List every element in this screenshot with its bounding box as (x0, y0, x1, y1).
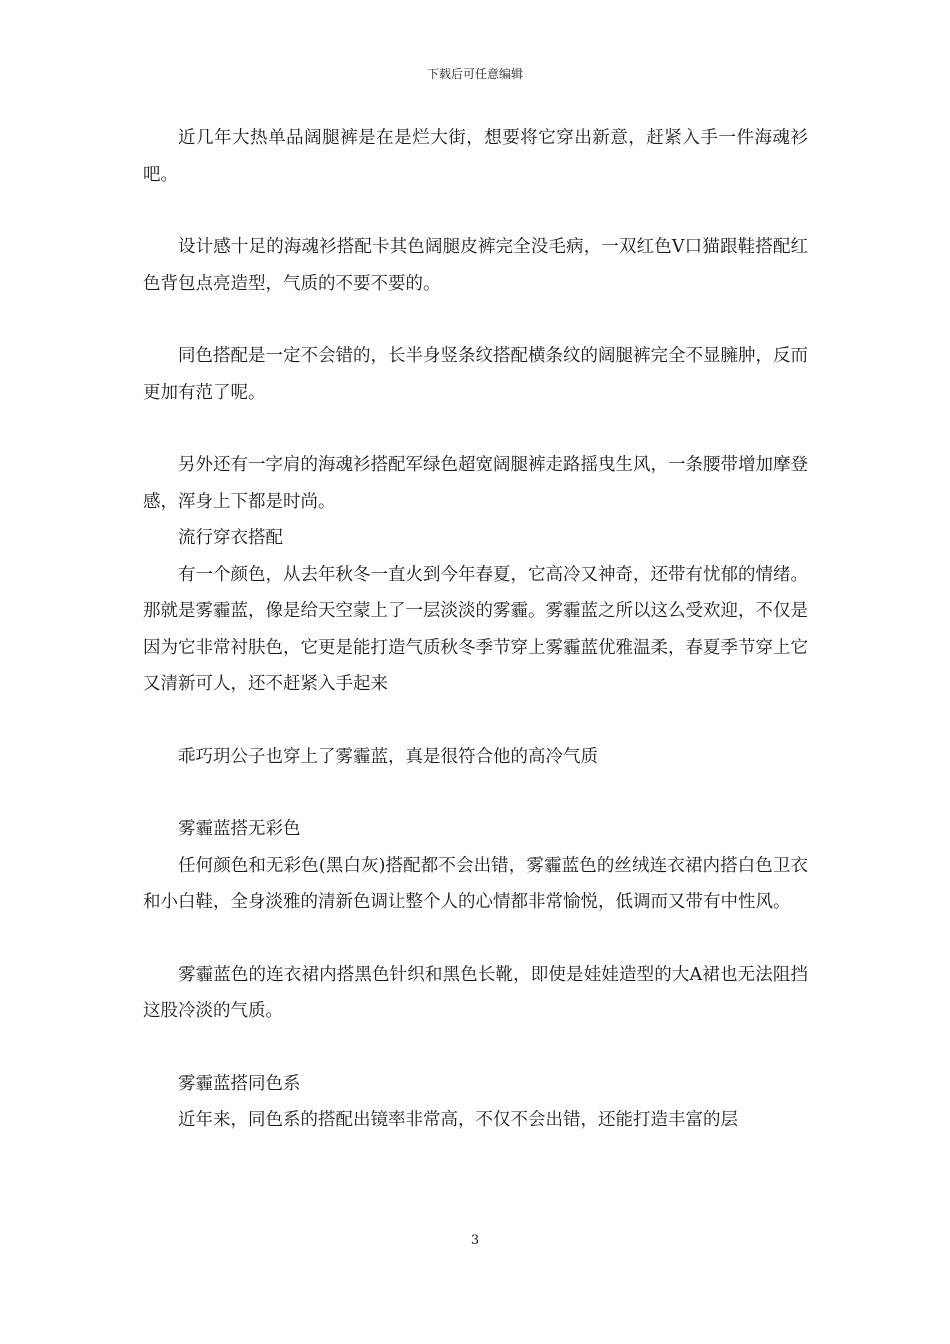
paragraph: 同色搭配是一定不会错的，长半身竖条纹搭配横条纹的阔腿裤完全不显臃肿，反而更加有范了呢。 (143, 346, 808, 403)
section-heading: 雾霾蓝搭无彩色 (178, 819, 301, 839)
section-heading: 雾霾蓝搭同色系 (178, 1073, 301, 1094)
document-body (143, 120, 808, 1139)
paragraph: 近年来，同色系的搭配出镜率非常高，不仅不会出错，还能打造丰富的层 (178, 1110, 738, 1130)
page-number: 3 (470, 1233, 480, 1248)
paragraph: 雾霾蓝色的连衣裙内搭黑色针织和黑色长靴，即使是娃娃造型的大A裙也无法阻挡这股冷淡的气质。 (143, 964, 808, 1021)
paragraph: 近几年大热单品阔腿裤是在是烂大街，想要将它穿出新意，赶紧入手一件海魂衫吧。 (143, 128, 808, 185)
paragraph: 设计感十足的海魂衫搭配卡其色阔腿皮裤完全没毛病，一双红色V口猫跟鞋搭配红色背包点亮造型，气质的不要不要的。 (143, 237, 808, 294)
section-heading: 流行穿衣搭配 (178, 528, 283, 548)
paragraph: 有一个颜色，从去年秋冬一直火到今年春夏，它高冷又神奇，还带有忧郁的情绪。那就是雾霾蓝，像是给天空蒙上了一层淡淡的雾霾。雾霾蓝之所以这么受欢迎，不仅是因为它非常衬肤色，它更是能打造气质秋冬季节穿上雾霾蓝优雅温柔，春夏季节穿上它又清新可人，还不赶紧入手起来 (143, 564, 808, 694)
paragraph: 乖巧玥公子也穿上了雾霾蓝，真是很符合他的高冷气质 (178, 746, 598, 767)
header-note: 下载后可任意编辑 (426, 67, 523, 81)
paragraph: 另外还有一字肩的海魂衫搭配军绿色超宽阔腿裤走路摇曳生风，一条腰带增加摩登感，浑身上下都是时尚。 (143, 455, 808, 512)
page-header (0, 66, 950, 82)
page-footer (0, 1233, 950, 1249)
paragraph: 任何颜色和无彩色(黑白灰)搭配都不会出错，雾霾蓝色的丝绒连衣裙内搭白色卫衣和小白鞋，全身淡雅的清新色调让整个人的心情都非常愉悦，低调而又带有中性风。 (143, 855, 808, 912)
